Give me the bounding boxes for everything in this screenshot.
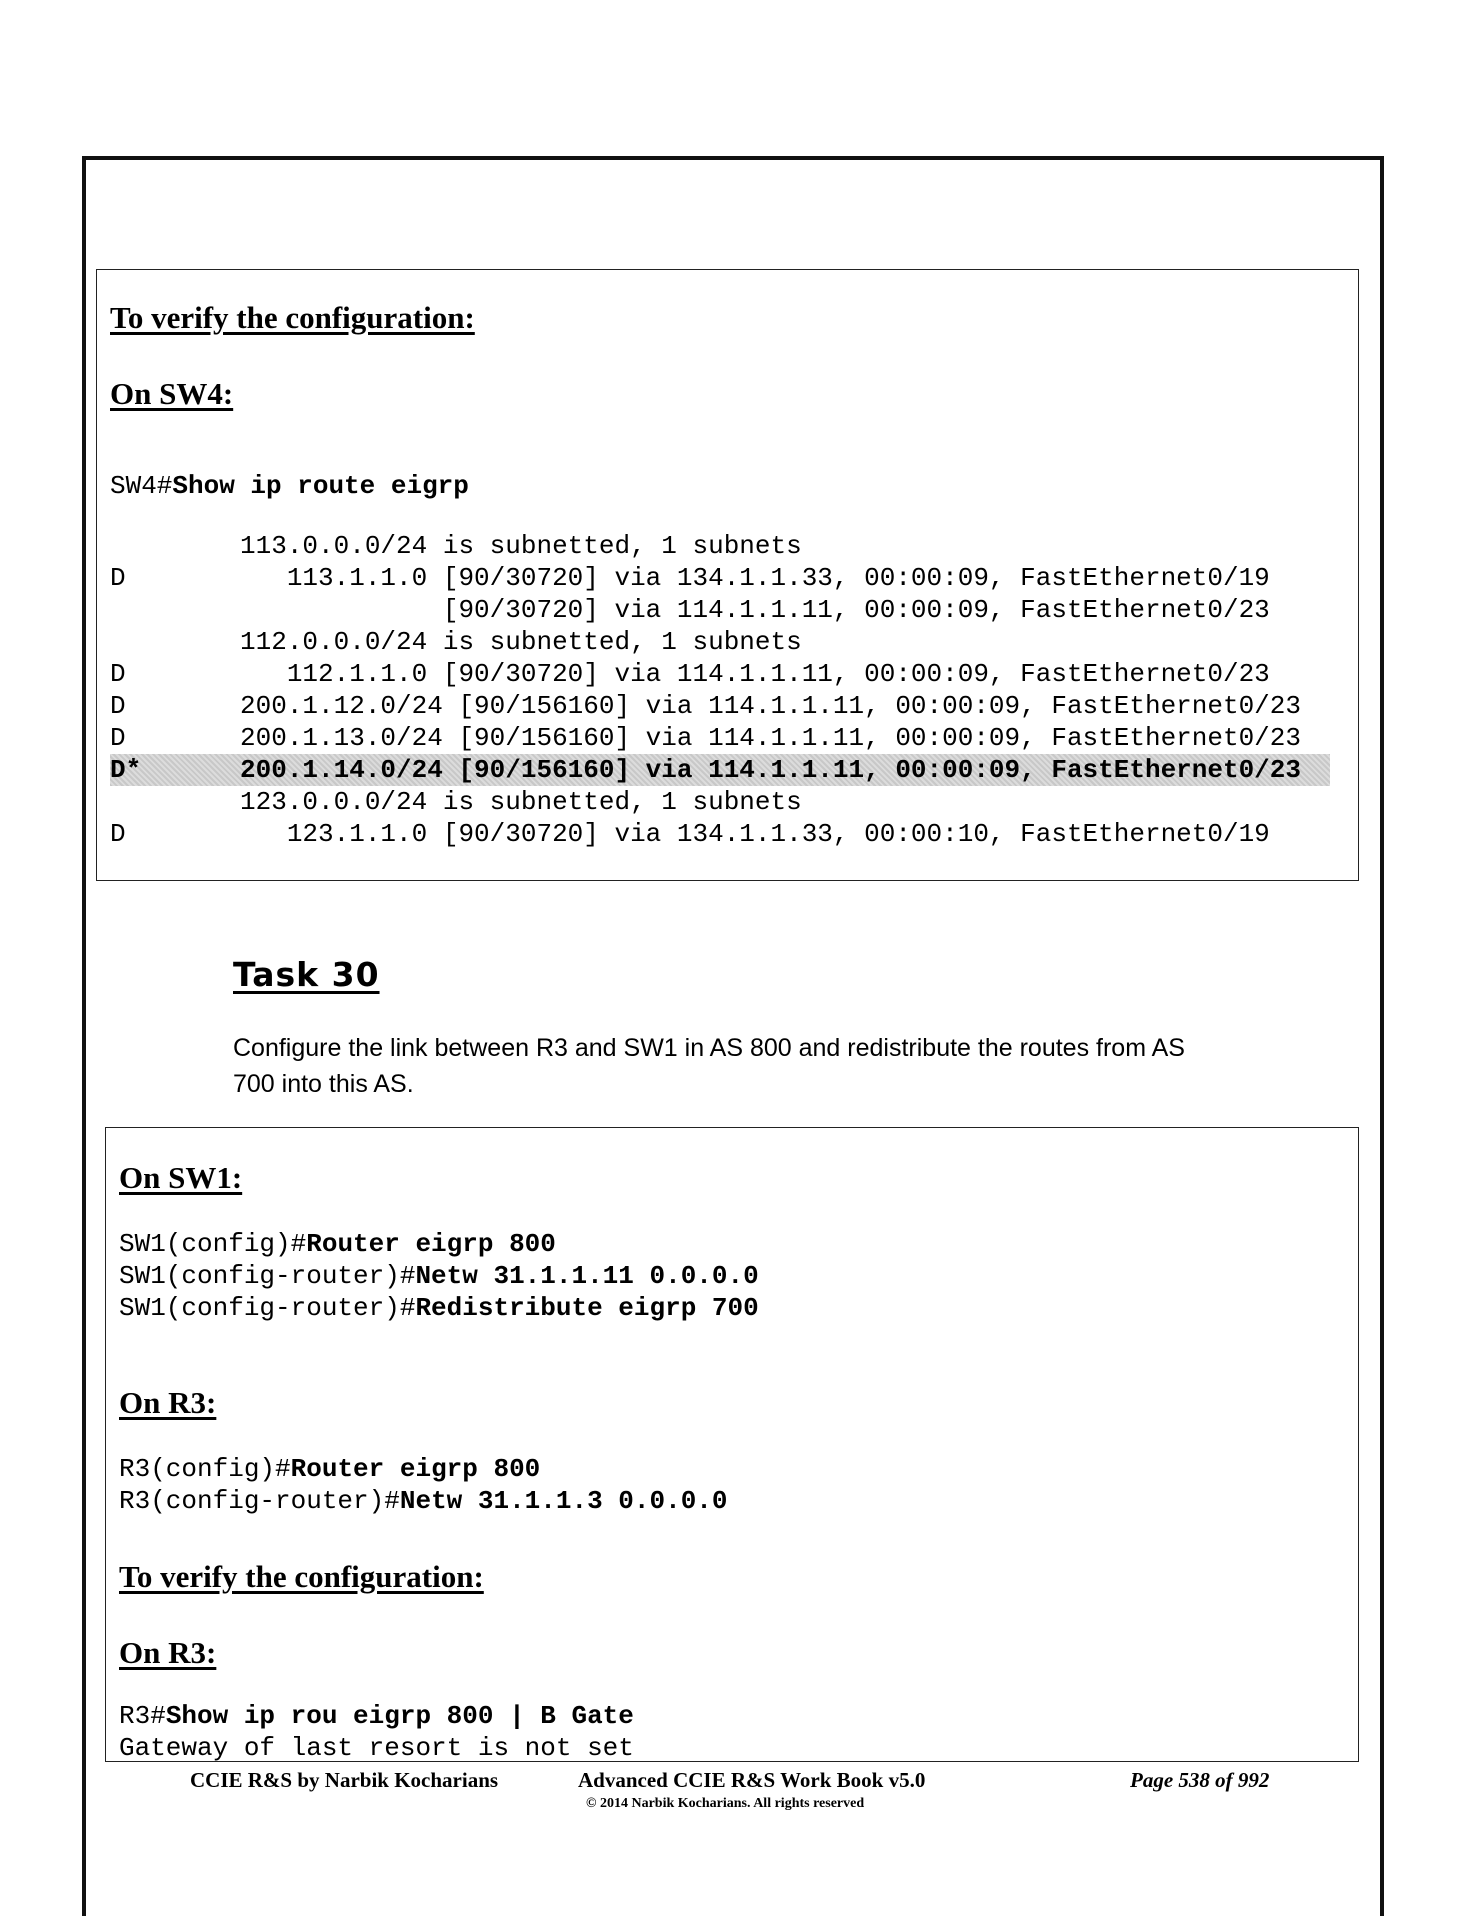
route-code: D	[110, 819, 126, 849]
sw1-config-line	[119, 1260, 759, 1292]
route-code: D*	[110, 755, 142, 785]
route-row	[110, 690, 1330, 722]
r3-command: Router eigrp 800	[290, 1454, 541, 1484]
footer-author: CCIE R&S by Narbik Kocharians	[190, 1768, 499, 1792]
route-row	[110, 594, 1330, 626]
footer-book-title: Advanced CCIE R&S Work Book v5.0	[578, 1768, 926, 1792]
r3-config-line	[119, 1453, 540, 1485]
r3-verify-command	[119, 1700, 634, 1732]
route-text: 123.1.1.0 [90/30720] via 134.1.1.33, 00:00:10, FastEthernet0/19	[162, 819, 1270, 849]
route-row	[110, 722, 1330, 754]
route-row	[110, 818, 1330, 850]
route-text: 112.1.1.0 [90/30720] via 114.1.1.11, 00:00:09, FastEthernet0/23	[162, 659, 1270, 689]
route-text: 123.0.0.0/24 is subnetted, 1 subnets	[162, 787, 802, 817]
task-description: Configure the link between R3 and SW1 in AS 800 and redistribute the routes from AS 700 into this AS.	[233, 1034, 1185, 1098]
sw1-config-line	[119, 1228, 556, 1260]
config-box	[105, 1127, 1359, 1762]
r3-verify-prompt: R3#	[119, 1701, 166, 1731]
r3-prompt: R3(config)#	[119, 1454, 291, 1484]
route-code: D	[110, 723, 126, 753]
route-text: 200.1.13.0/24 [90/156160] via 114.1.1.11, 00:00:09, FastEthernet0/23	[162, 723, 1301, 753]
route-text: [90/30720] via 114.1.1.11, 00:00:09, FastEthernet0/23	[162, 595, 1270, 625]
sw1-prompt: SW1(config)#	[119, 1229, 307, 1259]
sw1-prompt: SW1(config-router)#	[119, 1293, 416, 1323]
r3-verify-output: Gateway of last resort is not set	[119, 1733, 634, 1763]
route-text: 200.1.12.0/24 [90/156160] via 114.1.1.11, 00:00:09, FastEthernet0/23	[162, 691, 1301, 721]
route-row	[110, 626, 1330, 658]
r3-config-line	[119, 1485, 728, 1517]
r3-command: Netw 31.1.1.3 0.0.0.0	[399, 1486, 728, 1516]
heading-on-r3-verify: On R3:	[119, 1635, 217, 1670]
heading-on-sw1: On SW1:	[119, 1160, 243, 1195]
route-text: 200.1.14.0/24 [90/156160] via 114.1.1.11, 00:00:09, FastEthernet0/23	[162, 755, 1301, 785]
route-row	[110, 658, 1330, 690]
route-code: D	[110, 691, 126, 721]
route-text: 112.0.0.0/24 is subnetted, 1 subnets	[162, 627, 802, 657]
heading-on-r3: On R3:	[119, 1385, 217, 1420]
footer-page-number: Page 538 of 992	[1130, 1768, 1270, 1792]
sw4-command	[110, 470, 469, 502]
route-code: D	[110, 659, 126, 689]
sw1-command: Netw 31.1.1.11 0.0.0.0	[415, 1261, 759, 1291]
sw1-config-line	[119, 1292, 759, 1324]
route-row	[110, 754, 1330, 786]
route-row	[110, 530, 1330, 562]
sw1-command: Redistribute eigrp 700	[415, 1293, 759, 1323]
sw4-command-text: Show ip route eigrp	[172, 471, 469, 501]
heading-on-sw4: On SW4:	[110, 376, 234, 411]
route-code: D	[110, 563, 126, 593]
sw1-prompt: SW1(config-router)#	[119, 1261, 416, 1291]
heading-verify-config-2: To verify the configuration:	[119, 1559, 484, 1594]
sw4-prompt: SW4#	[110, 471, 173, 501]
task-title: Task 30	[233, 955, 380, 994]
route-text: 113.1.1.0 [90/30720] via 134.1.1.33, 00:00:09, FastEthernet0/19	[162, 563, 1270, 593]
heading-verify-config: To verify the configuration:	[110, 300, 475, 335]
route-row	[110, 562, 1330, 594]
route-text: 113.0.0.0/24 is subnetted, 1 subnets	[162, 531, 802, 561]
r3-verify-cmd: Show ip rou eigrp 800 | B Gate	[165, 1701, 634, 1731]
footer-copyright: © 2014 Narbik Kocharians. All rights reserved	[586, 1796, 865, 1811]
sw1-command: Router eigrp 800	[306, 1229, 556, 1259]
r3-prompt: R3(config-router)#	[119, 1486, 400, 1516]
route-row	[110, 786, 1330, 818]
